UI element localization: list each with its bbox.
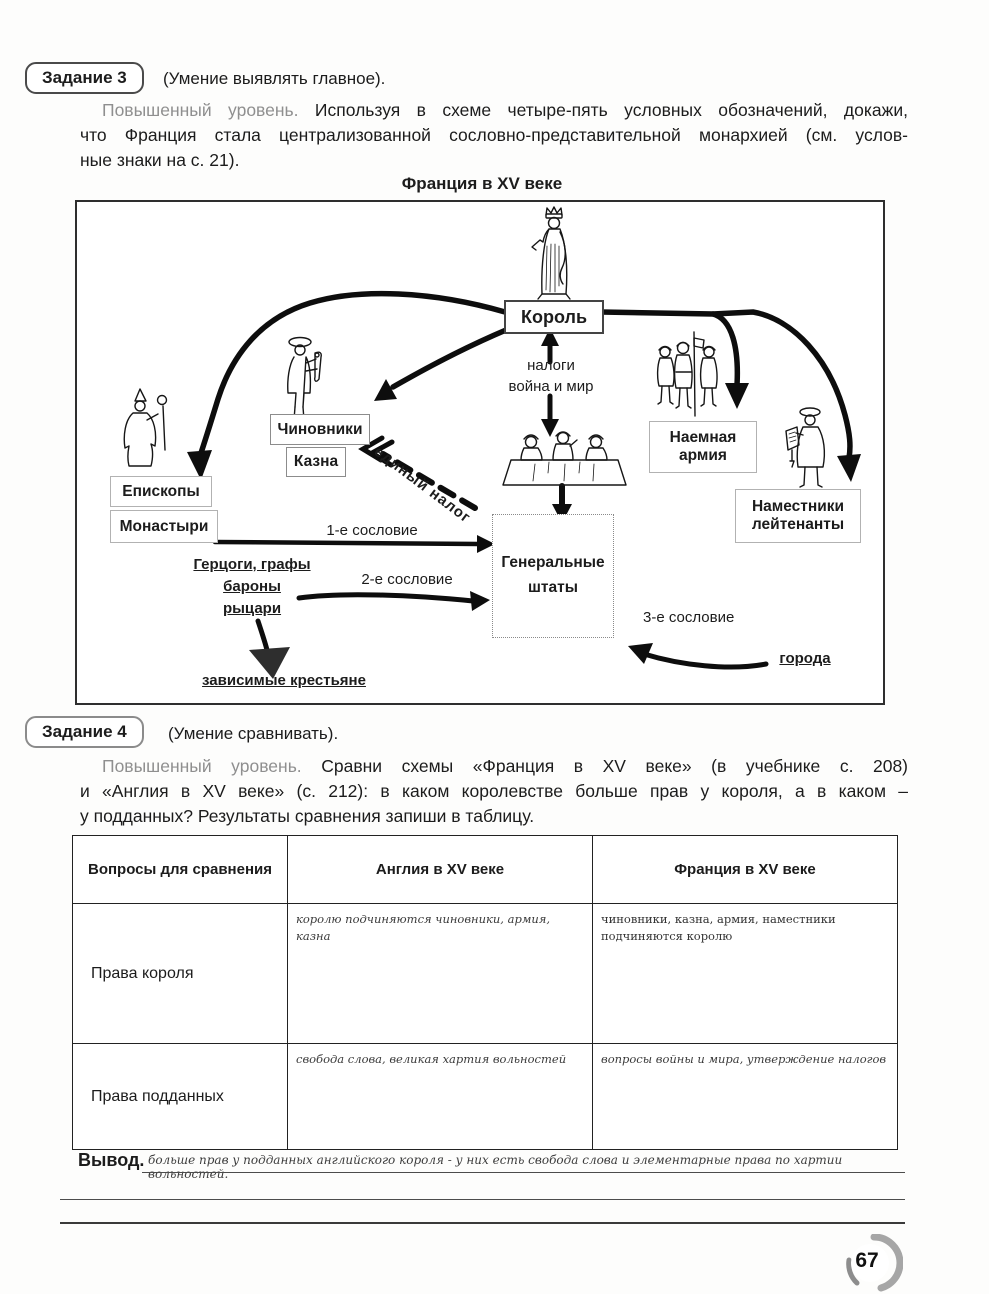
conclusion-answer: больше прав у подданных английского короля - у них есть свобода слова и элементарные права по хартии вольностей. [148,1153,843,1181]
bishop-figure-icon [113,386,175,471]
label-krestyane: зависимые крестьяне [202,672,366,689]
table-row [73,1044,898,1150]
task3-skill: (Умение выявлять главное). [163,69,386,88]
task4-text1: Сравни схемы «Франция в XV веке» (в учебнике с. 208) [321,756,908,776]
task4-level-label: Повышенный уровень. [102,756,302,776]
row1-france-answer: чиновники, казна, армия, наместники подчиняются королю [593,904,898,1044]
row2-france-answer: вопросы войны и мира, утверждение налогов [593,1044,898,1150]
label-rycari: рыцари [222,600,282,617]
shtaty-line1: Генеральные [501,554,605,572]
col-header-england: Англия в XV веке [288,836,593,904]
diagram-arrows [77,202,883,703]
task4-paragraph-line3: у подданных? Результаты сравнения запиши в таблицу. [80,806,535,826]
france-scheme-diagram [75,200,885,705]
soldiers-figure-icon [652,330,724,422]
row2-question: Права подданных [73,1044,288,1150]
col-header-questions: Вопросы для сравнения [73,836,288,904]
row1-question: Права короля [73,904,288,1044]
table-header-row [73,836,898,904]
lieutenant-figure-icon [780,405,835,493]
label-soslovie2: 2-е сословие [361,571,453,588]
col-header-france: Франция в XV веке [593,836,898,904]
king-figure-icon [527,206,577,302]
arrow-rycari-down [258,621,267,650]
arrow-soslovie2-line [299,595,473,601]
task3-level-label: Повышенный уровень. [102,100,299,120]
head-soslovie2 [470,591,490,611]
task4-skill: (Умение сравнивать). [168,724,339,743]
task4-paragraph-line2: и «Англия в XV веке» (с. 212): в каком королевстве больше прав у короля, а в каком – [80,781,908,801]
head-chinovniki [374,379,397,401]
label-nobility [182,554,322,620]
label-goroda: города [779,650,831,667]
diagram-title: Франция в XV веке [401,174,563,193]
task3-text1: Используя в схеме четыре-пять условных обозначений, докажи, [314,100,908,120]
comparison-table [72,835,898,1150]
conclusion-label: Вывод. [78,1150,145,1170]
node-namestniki [735,489,861,543]
task4-paragraph-line1 [80,755,908,778]
row2-england-answer: свобода слова, великая хартия вольностей [288,1044,593,1150]
head-naemnaya [725,383,749,409]
task3-paragraph-line2: что Франция стала централизованной сословно-представительной монархией (см. услов- [80,125,908,145]
arrow-soslovie1-line [215,542,479,544]
label-soslovie3: 3-е сословие [643,609,735,626]
estates-assembly-icon [497,428,632,492]
shtaty-line2: штаты [528,579,578,596]
task3-paragraph-line1 [80,99,908,122]
label-gercogi: Герцоги, графы [193,556,311,573]
answer-line-1 [142,1172,905,1173]
node-generalnye-shtaty [492,514,614,638]
answer-line-2 [60,1199,905,1200]
node-monastyri: Монастыри [110,510,218,543]
label-voina-mir: война и мир [508,378,594,395]
node-naemnaya-armiya: Наемная армия [649,421,757,473]
label-ediny-nalog: единый налог [370,443,475,527]
arrow-korol-to-chinovniki [393,330,506,387]
node-episkopy: Епископы [110,476,212,507]
table-row [73,904,898,1044]
page-number: 67 [855,1249,879,1272]
node-korol: Король [504,300,604,334]
arrow-goroda-line [644,654,766,667]
task4-badge: Задание 4 [25,716,144,748]
node-kazna: Казна [286,447,346,477]
task3-badge: Задание 3 [25,62,144,94]
node-chinovniki: Чиновники [270,414,370,445]
head-namestniki [837,454,861,482]
namestniki-line2: лейтенанты [751,516,845,533]
namestniki-line1: Наместники [751,498,845,516]
label-soslovie1: 1-е сословие [326,522,418,539]
label-nalogi: налоги [527,357,575,374]
row1-england-answer: королю подчиняются чиновники, армия, казна [288,904,593,1044]
answer-line-3 [60,1222,905,1224]
task3-paragraph-line3: ные знаки на с. 21). [80,150,240,170]
label-barony: бароны [223,578,281,595]
